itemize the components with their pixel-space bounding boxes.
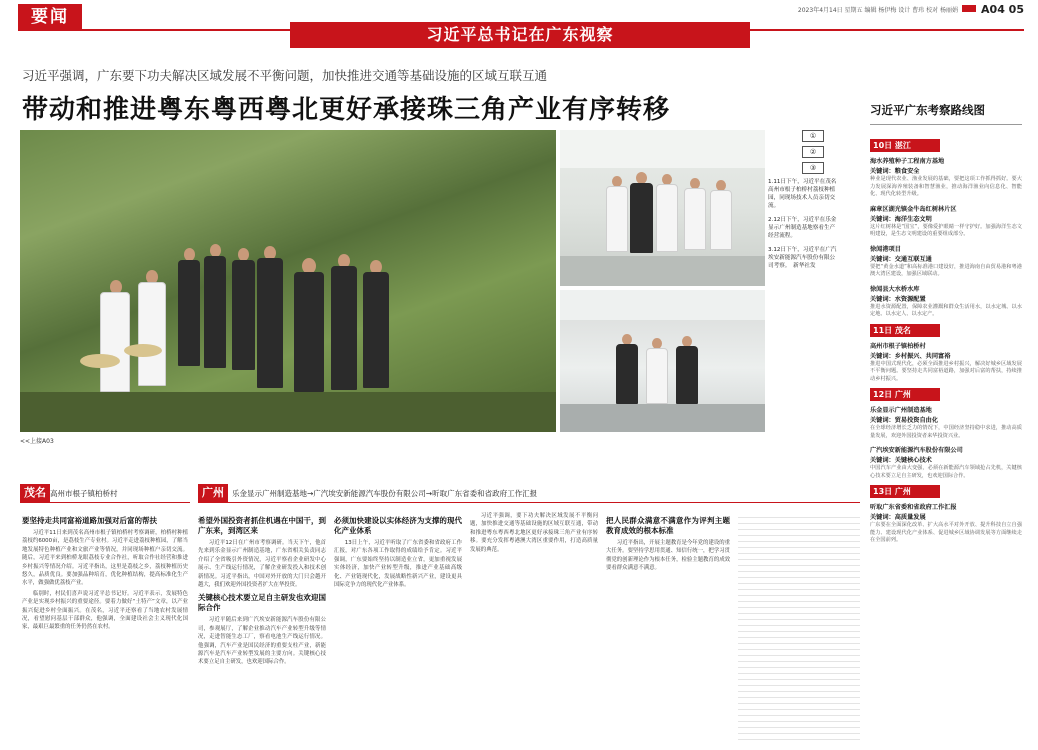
route-stop (870, 156, 1022, 199)
route-stop (870, 445, 1022, 480)
route-sidebar (870, 96, 1022, 741)
stop-name: 广汽埃安新能源汽车股份有限公司 (870, 447, 963, 454)
maoming-paragraph-2: 临别时，村民们喜声说习近平总书记好。习近平表示，发展特色产业是实现乡村振兴的重要途径。要着力做好“土特产”文章，以产业振兴促进乡村全面振兴。在茂名，习近平还察看了当地农村发展情况，看望慰问基层干部群众，他强调，全面建设社会主义现代化国家，最艰巨最繁重的任务仍然在农村。 (22, 590, 188, 631)
route-stop (870, 284, 1022, 319)
caption-1: 1.11日下午，习近平在茂名高州市根子柏桥村荔枝种植园，同现场技术人员亲切交流。 (768, 179, 837, 209)
guangzhou-route: 乐金显示广州制造基地→广汽埃安新能源汽车股份有限公司→听取广东省委和省政府工作汇报 (232, 489, 538, 498)
stop-keyword: 关键词：乡村振兴、共同富裕 (870, 352, 951, 360)
day-bar-10: 10日 湛江 (870, 139, 940, 152)
stop-name: 听取广东省委和省政府工作汇报 (870, 504, 957, 511)
continued-from: <<上接A03 (20, 438, 54, 445)
main-headline: 带动和推进粤东粤西粤北更好承接珠三角产业有序转移 (22, 95, 671, 125)
route-stop (870, 244, 1022, 279)
stop-name: 高州市根子镇柏桥村 (870, 342, 926, 350)
guangzhou-column-5 (738, 512, 860, 744)
stop-name: 乐金显示广州制造基地 (870, 407, 932, 414)
sub-headline: 习近平强调，广东要下功夫解决区域发展不平衡问题，加快推进交通等基础设施的区域互联互通 (22, 68, 548, 83)
photo-captions (768, 130, 840, 276)
guangzhou-paragraph-5: 习近平指出，开展主题教育是今年党的建设的重大任务。要坚持学思用贯通、知信行统一，把学习贯彻党的创新理论作为根本任务，检验主题教育的成效要看群众满意不满意。 (606, 540, 730, 572)
sidebar-title: 习近平广东考察路线图 (870, 102, 1022, 125)
photo-index-2: ② (802, 146, 824, 158)
topic-banner: 习近平总书记在广东视察 (290, 22, 750, 48)
guangzhou-heading-3: 必须加快建设以实体经济为支撑的现代化产业体系 (334, 516, 462, 535)
stop-name: 海水养殖种子工程南方基地 (870, 158, 945, 165)
caption-2: 2.12日下午，习近平在乐金显示广州制造基地察看生产经营流程。 (768, 217, 837, 239)
stop-keyword: 关键词：水资源配置 (870, 295, 926, 303)
stop-text: 推进中国式现代化，必须全面推进乡村振兴，解决好城乡区域发展不平衡问题。要坚持走共同富裕道路，加强对后富的帮扶，持续推动乡村振兴。 (870, 360, 1022, 382)
day-bar-12: 12日 广州 (870, 388, 940, 401)
maoming-label: 茂名 (20, 484, 50, 502)
maoming-column (22, 512, 188, 744)
stop-name: 徐闻县大水桥水库 (870, 285, 920, 293)
day-bar-13: 13日 广州 (870, 485, 940, 498)
page-meta: 2023年4月14日 星期五 编辑 杨伊梅 设计 曹玮 校对 杨丽娟 (797, 7, 958, 14)
maoming-heading: 要坚持走共同富裕道路加强对后富的帮扶 (22, 516, 157, 525)
guangzhou-column-3 (470, 512, 598, 744)
stop-name: 徐闻港项目 (870, 245, 901, 253)
guangzhou-column-2 (334, 512, 462, 744)
factory-photo-gac (560, 290, 765, 432)
guangzhou-paragraph-2: 习近平随后来到广汽埃安新能源汽车股份有限公司，参观展厅，了解企业推动汽车产业转型升级等情况，走进智能生态工厂，察看电池生产线运行情况。他强调，汽车产业是国民经济的重要支柱产业，新能源汽车是汽车产业转型发展的主要方向。关键核心技术要立足自主研发，也欢迎国际合作。 (198, 617, 326, 666)
stop-keyword: 关键词：交通互联互通 (870, 255, 932, 263)
route-stop (870, 405, 1022, 440)
stop-text: 这片红树林是“国宝”，要像爱护眼睛一样守护好。加强海洋生态文明建设，是生态文明建设的重要组成部分。 (870, 223, 1022, 237)
route-stop (870, 502, 1022, 545)
stop-name: 麻章区湖光镇金牛岛红树林片区 (870, 205, 957, 213)
guangzhou-heading-1: 希望外国投资者抓住机遇在中国干，到广东来，到湾区来 (198, 516, 326, 535)
guangzhou-label: 广州 (198, 484, 228, 502)
guangzhou-rule (198, 502, 860, 503)
stop-text: 推进水资源配置，保障农业灌溉和群众生活用水，以水定城、以水定地、以水定人、以水定产。 (870, 303, 1022, 317)
page-number: A04 05 (981, 3, 1024, 16)
caption-3: 3.12日下午，习近平在广汽埃安新能源汽车股份有限公司考察。 新华社发 (768, 247, 837, 269)
factory-photo-lg (560, 130, 765, 286)
guangzhou-column-4 (606, 512, 730, 744)
stop-text: 种业是现代农业、渔业发展的基础，要把这项工作抓得抓好。要大力发展深海养殖装备和智慧渔业，推动海洋渔业向信息化、智能化、现代化转型升级。 (870, 176, 1022, 197)
guangzhou-paragraph-1: 习近平12日在广州市考察调研。当天下午，他首先来到乐金显示广州制造基地，广东省相关负责同志介绍了全省吸引外资情况，习近平察看企业研发中心展示、生产线运行情况，了解企业研发投入和技术创新情况。习近平指出，中国对外开放的大门只会越开越大，我们欢迎外国投资者扩大在华投资。 (198, 540, 326, 589)
section-tab: 要闻 (18, 4, 82, 30)
photo-index-1: ① (802, 130, 824, 142)
orchard-photo (20, 130, 556, 432)
guangzhou-heading-2: 关键核心技术要立足自主研发也欢迎国际合作 (198, 593, 326, 613)
stop-keyword: 关键词：粮食安全 (870, 168, 920, 175)
guangzhou-paragraph-3: 13日上午，习近平听取了广东省委和省政府工作汇报，对广东各项工作取得的成绩给予肯定。习近平强调，广东要始终坚持以制造业立省，更加重视发展实体经济，加快产业转型升级，推进产业基础高级化、产业链现代化，发展战略性新兴产业，建设更具国际竞争力的现代化产业体系。 (334, 540, 462, 589)
photo-index-3: ③ (802, 162, 824, 174)
stop-keyword: 关键词：贸易投资自由化 (870, 417, 939, 424)
guangzhou-paragraph-4: 习近平强调，要下功夫解决区域发展不平衡问题，加快推进交通等基础设施的区域互联互通，带动和推进粤东粤西粤北地区更好承接珠三角产业有序转移。要充分发挥粤港澳大湾区重要作用，打造高质量发展的典范。 (470, 513, 598, 553)
stop-text: 广东要在全面深化改革、扩大高水平对外开放、提升科技自立自强能力、建设现代化产业体系、促进城乡区域协调发展等方面继续走在全国前列。 (870, 522, 1022, 543)
stop-keyword: 关键词：高质量发展 (870, 514, 926, 521)
maoming-rule (20, 502, 190, 503)
route-stop (870, 204, 1022, 239)
masthead-mark (962, 5, 976, 12)
maoming-place: 高州市根子镇柏桥村 (50, 489, 118, 498)
guangzhou-heading-4: 把人民群众满意不满意作为评判主题教育成效的根本标准 (606, 516, 730, 535)
route-stop (870, 341, 1022, 384)
stop-text: 中国汽车产业由大变强，必须在新能源汽车领域抢占先机，关键核心技术要立足自主研发，也欢迎国际合作。 (870, 465, 1022, 479)
stop-text: 要把“黄金水道”和高标准港口建设好，推进海南自由贸易港和粤港澳大湾区建设，加强区域联动。 (870, 263, 1022, 277)
day-bar-11: 11日 茂名 (870, 324, 940, 337)
stop-keyword: 关键词：海洋生态文明 (870, 215, 932, 223)
stop-text: 在全球经济增长乏力的情况下，中国经济坚持稳中求进，推动高质量发展，欢迎外国投资者来华投资兴业。 (870, 425, 1022, 439)
maoming-paragraph-1: 习近平11日来到茂名高州市根子镇柏桥村考察调研，柏桥村种植荔枝约6000亩，是荔枝生产专业村。习近平走进荔枝种植园，了解当地发展特色种植产业和文旅产业等情况，并同现场种植户亲切交流。随后，习近平来到柏桥龙眼荔枝专业合作社，听取合作社经营和推进乡村振兴等情况介绍。习近平指出，这里是荔枝之乡，荔枝种植历史悠久，品质优良。要加强品种培育，优化种植结构，提高标准化生产水平，做强做优荔枝产业。 (22, 530, 188, 587)
stop-keyword: 关键词：关键核心技术 (870, 457, 932, 464)
guangzhou-column-1 (198, 512, 326, 744)
